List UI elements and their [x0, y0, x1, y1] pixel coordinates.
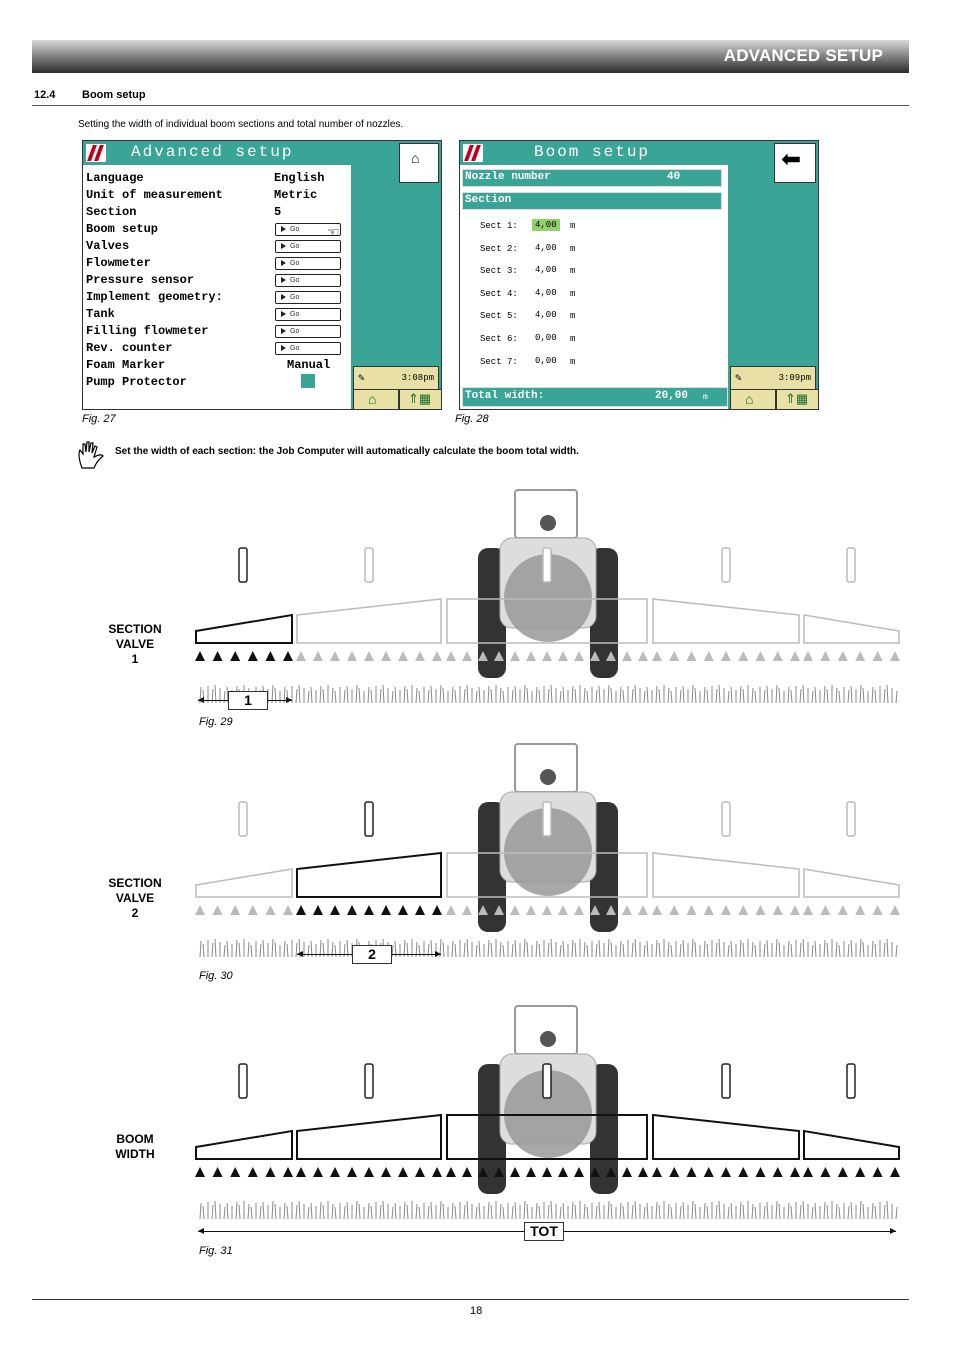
- nozzle-icon: [510, 905, 520, 915]
- nozzle-icon: [638, 905, 648, 915]
- setting-label: Section: [86, 205, 137, 219]
- home-button[interactable]: [399, 143, 439, 183]
- nozzle-icon: [364, 905, 374, 915]
- arrow-head-icon: [198, 697, 204, 703]
- nozzle-icon: [230, 905, 240, 915]
- nozzle-icon: [773, 1167, 783, 1177]
- screen-title: Boom setup: [534, 143, 651, 161]
- figure-label-line: SECTION: [108, 876, 162, 890]
- arrow-head-icon: [286, 697, 292, 703]
- hand-note-icon: [76, 440, 106, 470]
- nozzle-icon: [873, 905, 883, 915]
- nozzle-icon: [248, 1167, 258, 1177]
- status-clock: [353, 366, 439, 390]
- nozzle-icon: [838, 1167, 848, 1177]
- section-valve-icon: [543, 1064, 551, 1098]
- nozzle-icon: [432, 1167, 442, 1177]
- section-valve-icon: [847, 802, 855, 836]
- nozzle-icon: [446, 1167, 456, 1177]
- nozzle-icon: [230, 651, 240, 661]
- nozzle-icon: [687, 905, 697, 915]
- up-menu-icon: ⇑▦: [785, 391, 809, 406]
- section-label: Sect 2:: [480, 243, 518, 254]
- go-button[interactable]: Go: [275, 223, 341, 236]
- section-width-unit: m: [570, 221, 576, 231]
- home-nav-button[interactable]: [353, 389, 399, 410]
- nozzle-icon: [790, 651, 800, 661]
- screen-side-panel: [351, 141, 441, 409]
- advanced-setup-screen: [82, 140, 442, 410]
- nozzle-icon: [432, 905, 442, 915]
- total-width-value: 20,00: [655, 390, 689, 402]
- brand-logo-icon: [463, 144, 483, 162]
- section-valve-icon: [543, 802, 551, 836]
- section-divider: [32, 105, 909, 106]
- nozzle-number-value: 40: [667, 171, 681, 183]
- nozzle-icon: [558, 651, 568, 661]
- brand-logo-icon: [86, 144, 106, 162]
- nozzle-icon: [773, 905, 783, 915]
- figure-caption: Fig. 31: [199, 1245, 233, 1257]
- arrow-head-icon: [435, 951, 441, 957]
- nozzle-icon: [510, 1167, 520, 1177]
- nozzle-icon: [773, 651, 783, 661]
- section-title: Boom setup: [82, 89, 146, 101]
- go-button[interactable]: Go: [275, 342, 341, 355]
- section-label: Sect 5:: [480, 311, 518, 322]
- nozzle-icon: [526, 1167, 536, 1177]
- menu-nav-button[interactable]: [776, 389, 819, 410]
- figure-label: [100, 876, 170, 921]
- nozzle-icon: [446, 651, 456, 661]
- figure-label-line: BOOM: [116, 1132, 154, 1146]
- nozzle-icon: [721, 1167, 731, 1177]
- total-width-bar: [462, 387, 728, 407]
- nozzle-icon: [330, 651, 340, 661]
- nozzle-icon: [283, 905, 293, 915]
- nozzle-icon: [820, 1167, 830, 1177]
- section-bar-label: Section: [465, 194, 512, 206]
- arrow-left-icon: ⬅: [781, 146, 802, 173]
- nozzle-icon: [462, 651, 472, 661]
- go-button[interactable]: Go: [275, 308, 341, 321]
- boom-section-panel: [196, 869, 292, 897]
- go-button[interactable]: Go: [275, 240, 341, 253]
- total-width-label: Total width:: [465, 390, 545, 402]
- nozzle-icon: [687, 1167, 697, 1177]
- nozzle-icon: [542, 1167, 552, 1177]
- boom-section-panel: [297, 853, 441, 897]
- house-icon: ⌂: [368, 391, 377, 407]
- nozzle-icon: [738, 905, 748, 915]
- nozzle-icon: [622, 651, 632, 661]
- nozzle-icon: [462, 1167, 472, 1177]
- nozzle-icon: [415, 905, 425, 915]
- clock-time: 3:08pm: [401, 373, 434, 383]
- nozzle-icon: [526, 651, 536, 661]
- nozzle-icon: [283, 1167, 293, 1177]
- nozzle-icon: [704, 905, 714, 915]
- up-menu-icon: ⇑▦: [408, 391, 432, 406]
- width-tag: TOT: [524, 1222, 564, 1241]
- section-width-value[interactable]: 0,00: [535, 355, 557, 366]
- boom-diagram: [190, 742, 910, 972]
- nozzle-icon: [195, 905, 205, 915]
- section-label: Sect 7:: [480, 356, 518, 367]
- nozzle-icon: [195, 1167, 205, 1177]
- nozzle-icon: [756, 651, 766, 661]
- nozzle-icon: [838, 651, 848, 661]
- nozzle-icon: [669, 1167, 679, 1177]
- nozzle-icon: [558, 1167, 568, 1177]
- setting-label: Flowmeter: [86, 256, 151, 270]
- nozzle-icon: [296, 1167, 306, 1177]
- nozzle-icon: [265, 651, 275, 661]
- go-button[interactable]: Go: [275, 257, 341, 270]
- setting-label: Language: [86, 171, 144, 185]
- nozzle-icon: [721, 905, 731, 915]
- nozzle-icon: [415, 1167, 425, 1177]
- nozzle-icon: [364, 651, 374, 661]
- section-valve-icon: [847, 548, 855, 582]
- setting-value[interactable]: 5: [274, 205, 282, 219]
- boom-section-panel: [297, 1115, 441, 1159]
- fig28-caption: Fig. 28: [455, 413, 489, 425]
- section-width-value[interactable]: 4,00: [535, 242, 557, 253]
- chapter-header-bar: [32, 40, 909, 73]
- nozzle-icon: [820, 905, 830, 915]
- grass-strip: [200, 685, 897, 703]
- section-width-value[interactable]: 4,00: [535, 287, 557, 298]
- nozzle-icon: [803, 905, 813, 915]
- section-width-unit: m: [570, 311, 576, 322]
- boom-setup-screen: [459, 140, 819, 410]
- nozzle-icon: [890, 651, 900, 661]
- nozzle-icon: [347, 651, 357, 661]
- nozzle-icon: [313, 1167, 323, 1177]
- nozzle-icon: [558, 905, 568, 915]
- nozzle-icon: [704, 651, 714, 661]
- screen-title-bar: [83, 141, 351, 165]
- nozzle-icon: [873, 1167, 883, 1177]
- section-valve-icon: [722, 548, 730, 582]
- figure-label: [100, 1132, 170, 1162]
- boom-section-panel: [653, 599, 799, 643]
- nozzle-icon: [283, 651, 293, 661]
- nozzle-icon: [756, 1167, 766, 1177]
- pump-protector-toggle[interactable]: [301, 374, 315, 388]
- nozzle-icon: [446, 905, 456, 915]
- nozzle-icon: [855, 651, 865, 661]
- section-width-unit: m: [570, 334, 576, 344]
- width-tag: 1: [228, 691, 268, 710]
- clock-time: 3:09pm: [778, 373, 811, 383]
- fig27-caption: Fig. 27: [82, 413, 116, 425]
- boom-section-panel: [196, 615, 292, 643]
- nozzle-icon: [803, 1167, 813, 1177]
- figure-label-line: 2: [131, 906, 139, 920]
- driver-icon: [540, 1031, 556, 1047]
- figure-label-line: SECTION: [108, 622, 162, 636]
- setting-label: Tank: [86, 307, 115, 321]
- boom-section-panel: [804, 615, 899, 643]
- nozzle-icon: [296, 905, 306, 915]
- section-label: Sect 1:: [480, 221, 518, 231]
- setting-label: Rev. counter: [86, 341, 173, 355]
- arrow-head-icon: [198, 1228, 204, 1234]
- nozzle-icon: [296, 651, 306, 661]
- boom-section-panel: [297, 599, 441, 643]
- section-width-unit: m: [570, 266, 576, 277]
- section-valve-icon: [239, 802, 247, 836]
- setting-label: Pressure sensor: [86, 273, 195, 287]
- grass-strip: [200, 1201, 897, 1219]
- nozzle-icon: [213, 905, 223, 915]
- nozzle-icon: [638, 651, 648, 661]
- nozzle-icon: [248, 905, 258, 915]
- section-number: 12.4: [34, 89, 56, 101]
- boom-section-panel: [653, 853, 799, 897]
- intro-text: Setting the width of individual boom sections and total number of nozzles.: [78, 119, 404, 130]
- nozzle-icon: [432, 651, 442, 661]
- menu-nav-button[interactable]: [399, 389, 442, 410]
- nozzle-icon: [738, 651, 748, 661]
- section-bar: [462, 192, 722, 210]
- driver-icon: [540, 515, 556, 531]
- section-width-unit: m: [570, 243, 576, 254]
- nozzle-icon: [687, 651, 697, 661]
- home-icon: ⌂: [411, 150, 420, 166]
- home-nav-button[interactable]: [730, 389, 776, 410]
- section-width-value[interactable]: 4,00: [532, 219, 560, 231]
- section-width-value[interactable]: 4,00: [535, 265, 557, 276]
- page-number: 18: [470, 1305, 483, 1317]
- boom-diagram: [190, 488, 910, 718]
- section-valve-icon: [365, 548, 373, 582]
- nozzle-icon: [398, 651, 408, 661]
- nozzle-icon: [542, 651, 552, 661]
- nozzle-icon: [890, 1167, 900, 1177]
- section-valve-icon: [543, 548, 551, 582]
- section-label: Sect 6:: [480, 334, 518, 344]
- section-valve-icon: [365, 802, 373, 836]
- nozzle-icon: [364, 1167, 374, 1177]
- nozzle-icon: [652, 1167, 662, 1177]
- tractor-cab: [515, 744, 577, 792]
- nozzle-icon: [381, 905, 391, 915]
- screen-side-panel: [728, 141, 818, 409]
- nozzle-icon: [622, 1167, 632, 1177]
- pointer-hand-icon: ☜: [327, 224, 340, 240]
- screen-title-bar: [460, 141, 728, 165]
- nozzle-icon: [265, 1167, 275, 1177]
- arrow-head-icon: [890, 1228, 896, 1234]
- nozzle-icon: [855, 1167, 865, 1177]
- width-tag: 2: [352, 945, 392, 964]
- nozzle-icon: [652, 651, 662, 661]
- setting-label: Pump Protector: [86, 375, 187, 389]
- nozzle-icon: [347, 1167, 357, 1177]
- nozzle-icon: [855, 905, 865, 915]
- nozzle-icon: [652, 905, 662, 915]
- boom-section-panel: [196, 1131, 292, 1159]
- driver-icon: [540, 769, 556, 785]
- go-button[interactable]: Go: [275, 274, 341, 287]
- section-width-value[interactable]: 0,00: [535, 333, 557, 343]
- tractor-cab: [515, 490, 577, 538]
- nozzle-icon: [347, 905, 357, 915]
- nozzle-icon: [195, 651, 205, 661]
- section-width-unit: m: [570, 356, 576, 367]
- figure-label-line: 1: [131, 652, 139, 666]
- nozzle-icon: [398, 905, 408, 915]
- nozzle-icon: [415, 651, 425, 661]
- nozzle-icon: [873, 651, 883, 661]
- nozzle-icon: [838, 905, 848, 915]
- nozzle-icon: [398, 1167, 408, 1177]
- nozzle-icon: [213, 1167, 223, 1177]
- nozzle-icon: [790, 905, 800, 915]
- setting-label: Valves: [86, 239, 130, 253]
- note-text: Set the width of each section: the Job Computer will automatically calculate the boom total width.: [115, 446, 579, 457]
- house-icon: ⌂: [745, 391, 754, 407]
- nozzle-icon: [803, 651, 813, 661]
- nozzle-number-label: Nozzle number: [465, 171, 551, 183]
- setting-label: Implement geometry:: [86, 290, 223, 304]
- nozzle-icon: [738, 1167, 748, 1177]
- go-button[interactable]: Go: [275, 291, 341, 304]
- nozzle-icon: [638, 1167, 648, 1177]
- section-valve-icon: [722, 802, 730, 836]
- setting-label: Filling flowmeter: [86, 324, 209, 338]
- section-label: Sect 3:: [480, 266, 518, 277]
- figure-label-line: VALVE: [115, 891, 155, 905]
- nozzle-icon: [526, 905, 536, 915]
- boom-section-panel: [804, 869, 899, 897]
- nozzle-icon: [248, 651, 258, 661]
- nozzle-icon: [890, 905, 900, 915]
- go-button[interactable]: Go: [275, 325, 341, 338]
- boom-section-panel: [653, 1115, 799, 1159]
- nozzle-icon: [330, 1167, 340, 1177]
- nozzle-icon: [574, 651, 584, 661]
- section-label: Sect 4:: [480, 288, 518, 299]
- nozzle-icon: [542, 905, 552, 915]
- nozzle-icon: [230, 1167, 240, 1177]
- section-valve-icon: [239, 1064, 247, 1098]
- footer-divider: [32, 1299, 909, 1300]
- tractor-cab: [515, 1006, 577, 1054]
- chapter-title: ADVANCED SETUP: [723, 46, 883, 65]
- setting-label: Boom setup: [86, 222, 159, 236]
- boom-section-panel: [804, 1131, 899, 1159]
- nozzle-icon: [265, 905, 275, 915]
- nozzle-icon: [381, 651, 391, 661]
- section-valve-icon: [239, 548, 247, 582]
- wrench-icon: ✎: [358, 373, 365, 385]
- figure-label: [100, 622, 170, 667]
- section-width-unit: m: [570, 288, 576, 299]
- nozzle-icon: [704, 1167, 714, 1177]
- setting-value[interactable]: Manual: [287, 358, 331, 372]
- figure-caption: Fig. 29: [199, 716, 233, 728]
- nozzle-icon: [510, 651, 520, 661]
- nozzle-icon: [820, 651, 830, 661]
- boom-diagram: [190, 1004, 910, 1234]
- nozzle-number-bar[interactable]: [462, 169, 722, 187]
- section-valve-icon: [847, 1064, 855, 1098]
- setting-value[interactable]: Metric: [274, 188, 318, 202]
- status-clock: [730, 366, 816, 390]
- arrow-head-icon: [297, 951, 303, 957]
- nozzle-icon: [462, 905, 472, 915]
- nozzle-icon: [330, 905, 340, 915]
- nozzle-icon: [669, 651, 679, 661]
- wrench-icon: ✎: [735, 373, 742, 385]
- section-valve-icon: [365, 1064, 373, 1098]
- nozzle-icon: [622, 905, 632, 915]
- nozzle-icon: [721, 651, 731, 661]
- nozzle-icon: [574, 905, 584, 915]
- nozzle-icon: [669, 905, 679, 915]
- setting-label: Unit of measurement: [86, 188, 223, 202]
- nozzle-icon: [213, 651, 223, 661]
- nozzle-icon: [574, 1167, 584, 1177]
- section-width-value[interactable]: 4,00: [535, 310, 557, 321]
- nozzle-icon: [790, 1167, 800, 1177]
- nozzle-icon: [313, 651, 323, 661]
- screen-title: Advanced setup: [131, 143, 294, 161]
- section-valve-icon: [722, 1064, 730, 1098]
- back-button[interactable]: [774, 143, 816, 183]
- nozzle-icon: [756, 905, 766, 915]
- nozzle-icon: [381, 1167, 391, 1177]
- figure-caption: Fig. 30: [199, 970, 233, 982]
- figure-label-line: VALVE: [115, 637, 155, 651]
- figure-label-line: WIDTH: [115, 1147, 155, 1161]
- nozzle-icon: [313, 905, 323, 915]
- total-width-unit: m: [703, 393, 708, 402]
- setting-value[interactable]: English: [274, 171, 325, 185]
- setting-label: Foam Marker: [86, 358, 166, 372]
